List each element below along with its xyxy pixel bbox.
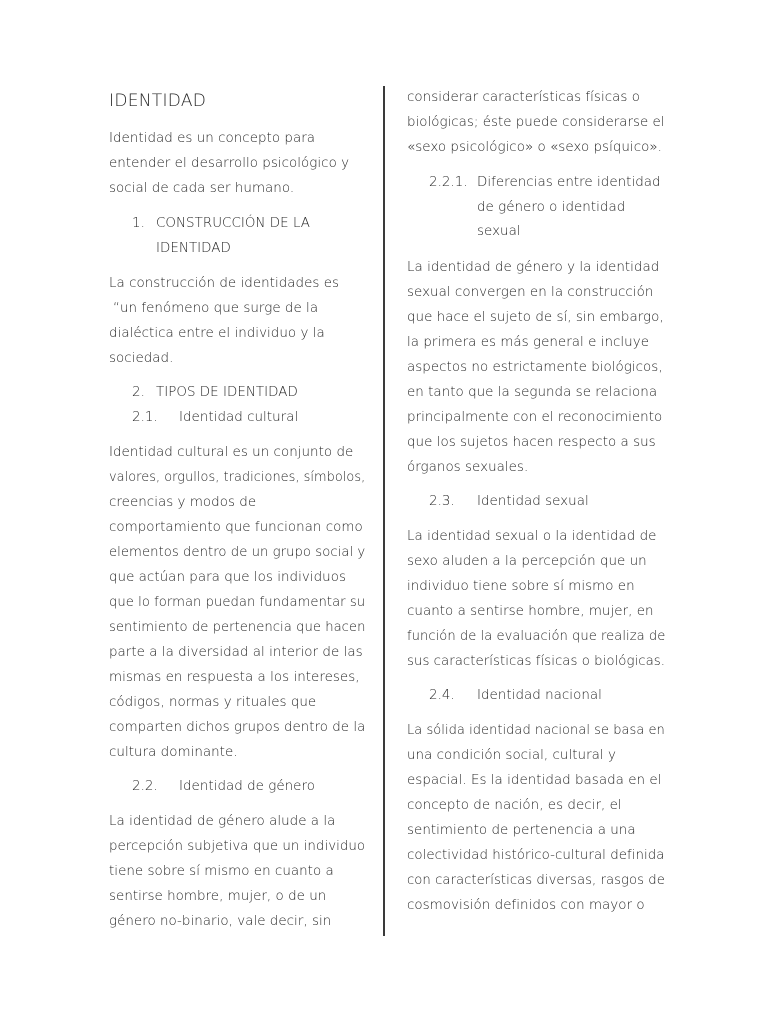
heading-text: CONSTRUCCIÓN DE LA [156, 216, 311, 231]
text-line: con características diversas, rasgos de [407, 873, 665, 888]
column-divider [383, 86, 385, 936]
text-line: que los sujetos hacen respecto a sus [407, 435, 656, 450]
text-line: cultura dominante. [109, 745, 238, 760]
text-line: biológicas; éste puede considerarse el [407, 115, 665, 130]
heading-number: 2.1. [132, 410, 158, 425]
text-line: entender el desarrollo psicológico y [109, 156, 350, 171]
text-line: tiene sobre sí mismo en cuanto a [109, 864, 334, 879]
text-line: “un fenómeno que surge de la [113, 301, 319, 316]
heading-number: 1. [132, 216, 145, 231]
text-line: parte a la diversidad al interior de las [109, 645, 363, 660]
text-line: cuanto a sentirse hombre, mujer, en [407, 604, 654, 619]
text-line: elementos dentro de un grupo social y [109, 545, 366, 560]
text-line: comportamiento que funcionan como [109, 520, 363, 535]
text-line: social de cada ser humano. [109, 181, 295, 196]
heading-text: Identidad nacional [477, 688, 602, 703]
text-line: colectividad histórico-cultural definida [407, 848, 665, 863]
heading-text: de género o identidad [477, 200, 626, 215]
document-title: IDENTIDAD [109, 91, 207, 111]
text-line: dialéctica entre el individuo y la [109, 326, 325, 341]
text-line: espacial. Es la identidad basada en el [407, 773, 662, 788]
text-line: aspectos no estrictamente biológicos, [407, 360, 663, 375]
heading-text: IDENTIDAD [156, 241, 231, 256]
text-line: La identidad sexual o la identidad de [407, 529, 657, 544]
text-line: La identidad de género alude a la [109, 814, 336, 829]
heading-number: 2. [132, 385, 145, 400]
heading-text: Identidad cultural [179, 410, 299, 425]
text-line: valores, orgullos, tradiciones, símbolos, [109, 470, 366, 485]
heading-number: 2.2. [132, 779, 158, 794]
text-line: cosmovisión definidos con mayor o [407, 898, 645, 913]
text-line: La sólida identidad nacional se basa en [407, 723, 665, 738]
text-line: en tanto que la segunda se relaciona [407, 385, 658, 400]
text-line: sentirse hombre, mujer, o de un [109, 889, 327, 904]
text-line: creencias y modos de [109, 495, 257, 510]
heading-number: 2.3. [429, 494, 455, 509]
heading-text: Identidad de género [179, 779, 315, 794]
text-line: sentimiento de pertenencia que hacen [109, 620, 366, 635]
text-line: que lo forman puedan fundamentar su [109, 595, 366, 610]
heading-text: sexual [477, 224, 521, 239]
text-line: género no-binario, vale decir, sin [109, 914, 332, 929]
text-line: concepto de nación, es decir, el [407, 798, 622, 813]
text-line: mismas en respuesta a los intereses, [109, 670, 360, 685]
text-line: que hace el sujeto de sí, sin embargo, [407, 310, 664, 325]
heading-text: TIPOS DE IDENTIDAD [156, 385, 298, 400]
text-line: la primera es más general e incluye [407, 335, 649, 350]
text-line: que actúan para que los individuos [109, 570, 346, 585]
text-line: sociedad. [109, 351, 174, 366]
text-line: La identidad de género y la identidad [407, 260, 660, 275]
text-line: Identidad cultural es un conjunto de [109, 445, 354, 460]
text-line: considerar características físicas o [407, 90, 640, 105]
text-line: percepción subjetiva que un individuo [109, 839, 366, 854]
text-line: «sexo psicológico» o «sexo psíquico». [407, 140, 662, 155]
text-line: sentimiento de pertenencia a una [407, 823, 636, 838]
text-line: individuo tiene sobre sí mismo en [407, 579, 635, 594]
heading-text: Identidad sexual [477, 494, 589, 509]
text-line: comparten dichos grupos dentro de la [109, 720, 366, 735]
text-line: órganos sexuales. [407, 460, 529, 475]
text-line: Identidad es un concepto para [109, 131, 316, 146]
heading-text: Diferencias entre identidad [477, 175, 661, 190]
heading-number: 2.4. [429, 688, 455, 703]
text-line: principalmente con el reconocimiento [407, 410, 663, 425]
text-line: La construcción de identidades es [109, 276, 340, 291]
heading-number: 2.2.1. [429, 175, 468, 190]
text-line: sexual convergen en la construcción [407, 285, 654, 300]
text-line: una condición social, cultural y [407, 748, 616, 763]
text-line: códigos, normas y rituales que [109, 695, 317, 710]
text-line: sus características físicas o biológicas. [407, 654, 666, 669]
text-line: sexo aluden a la percepción que un [407, 554, 647, 569]
text-line: función de la evaluación que realiza de [407, 629, 666, 644]
